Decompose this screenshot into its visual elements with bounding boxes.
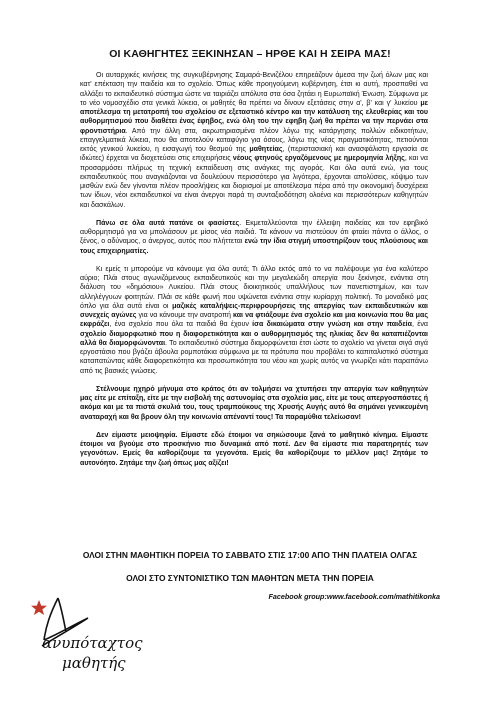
p1-text-g: , και να προσαρμόσει πλήρως τη τεχνική εκπαίδευση στις ανάγκες της αγοράς. Και όλα αυτά ενώ, για τους εκπαιδευτικούς που αναγκάζονται να δουλεύουν περισσότερο για λιγότερα, έρχονται απολύσεις, κόψιμο των μισθών ενώ δεν γίνονται πλέον προσλήψεις και διορισμοί με αποτέλεσμα πέρα από την οικονομική δυσχέρεια των ίδιων, νέοι εκπαιδευτικοί να είναι άνεργοι παρά τη συνταξιοδότηση ολοένα και περισσότερων καθηγητών και δασκάλων.: [80, 155, 428, 209]
facebook-group-link[interactable]: Facebook group:www.facebook.com/mathitikonka: [268, 592, 440, 601]
coordination-announcement: ΟΛΟΙ ΣΤΟ ΣΥΝΤΟΝΙΣΤΙΚΟ ΤΩΝ ΜΑΘΗΤΩΝ ΜΕΤΑ ΤΗΝ ΠΟΡΕΙΑ: [126, 573, 374, 583]
anypotaxtos-mathitis-logo: [28, 596, 143, 681]
p3-text-c: για να κάνουμε την ανατροπή: [138, 312, 231, 319]
paragraph-5: Δεν είμαστε μειοψηφία. Είμαστε εδώ έτοιμοι να σηκώσουμε ξανά το μαθητικό κίνημα. Είμαστε έτοιμοι να βγούμε στο προσκήνιο πιο δυναμικά από ποτέ. Δεν θα είμαστε πια παρατηρητές των γεγονότων. Εμείς θα καθορίζουμε τα γεγονότα. Εμείς θα καθορίζουμε το μέλλον μας! Ζητάμε το αυτονόητο. Ζητάμε την ζωή όπως μας αξίζει!: [80, 431, 428, 467]
logo-text-1: ανυπόταχτος: [42, 634, 143, 652]
paragraph-1: [80, 71, 428, 210]
p2-bold-a: Πάνω σε όλα αυτά πατάνε οι φασίστες: [96, 219, 240, 227]
p2-bold-c: ενώ την ίδια στιγμή υποστηρίζουν τους πλούσιους και τους επιχειρηματίες.: [80, 238, 428, 255]
p1-text-a: Οι αυταρχικές κινήσεις της συγκυβέρνησης Σαμαρά-Βενιζέλου επηρεάζουν άμεσα την ζωή όλων μας και κατ' επέκταση την παιδεία και το σχολείο. Όπως κάθε προηγούμενη κυβέρνηση, έτσι κι αυτή, προσπαθεί να αλλάξει το εκπαιδευτικό σύστημα ώστε να ταιριάζει απόλυτα στα όσα ζητάει η Ευρωπαϊκή Ένωση. Σύμφωνα με το νέο νομοσχέδιο στα γενικά λύκεια, οι μαθητές θα πρέπει να δίνουν εξετάσεις στην α', β' και γ' λυκείου: [80, 72, 428, 107]
p2-text-b: . Εκμεταλλεύονται την έλλειψη παιδείας και τον εφηβικό αυθορμητισμό για να μπολιάσουν με μίσος νέα παιδιά. Τα κάνουν να πιστεύουν ότι φταίει πάντα ο άλλος, ο ξένος, ο αδύναμος, ο άνεργος, αυτός που πλήττεται: [80, 219, 428, 246]
star-icon: [31, 600, 47, 615]
paragraph-2: [80, 219, 428, 256]
page-title: ΟΙ ΚΑΘΗΓΗΤΕΣ ΞΕΚΙΝΗΣΑΝ – ΗΡΘΕ ΚΑΙ Η ΣΕΙΡΑ ΜΑΣ!: [109, 48, 391, 60]
p3-text-g: , ένα: [411, 321, 428, 329]
p1-text-e: , (περιστασιακή και ανασφάλιστη εργασία σε ιδιώτες) έρχεται να διοχετεύσει στις επιχειρήσεις: [80, 146, 428, 163]
paragraph-4: Στέλνουμε ηχηρό μήνυμα στο κράτος ότι αν τολμήσει να χτυπήσει την απεργία των καθηγητών μας είτε με επίταξη, είτε με την εισβολή της αστυνομίας στα σχολεία μας, είτε με τους απεργοσπάστες ή ακόμα και με τα πιστά σκυλιά του, τους τραμπούκους της Χρυσής Αυγής αυτό θα σημάνει γενικευμένη αναταραχή και θα βρουν όλη την κοινωνία απέναντί τους! Τα παραμύθια τελείωσαν!: [80, 385, 428, 421]
p1-bold-b: με αποτέλεσμα τη μετατροπή του σχολείου σε εξεταστικό κέντρο και την κατάλυση της ελευθερίας και του αυθορμητισμού που διαθέτει ένας έφηβος, ενώ όλη του την εφηβη ζωή θα πρέπει να την περνάει στα φροντιστήρια: [80, 99, 428, 135]
p3-text-a: Κι εμείς τι μπορούμε να κάνουμε για όλα αυτά; Τι άλλο εκτός από το να παλέψουμε για ένα καλύτερο αύριο; Πλάι στους αγωνιζόμενους εκπαιδευτικούς και την μεγαλειώδη απεργία που ξεκίνησε, ενάντια στη διάλυση του «δημόσιου» Λυκείου. Πλάι στους διοικητικούς υπαλλήλους των πανεπιστημίων, και των αλληλέγγυων φοιτητών. Πλάι σε κάθε φωνή που υψώνεται ενάντια στην κυρίαρχη πολιτική. Το μοναδικό μας όπλο για όλα αυτά είναι οι: [80, 265, 428, 310]
logo-graphic: [28, 596, 143, 681]
p1-bold-f: νέους φτηνούς εργαζόμενους με ημερομηνία λήξης: [232, 155, 405, 163]
march-announcement: ΟΛΟΙ ΣΤΗΝ ΜΑΘΗΤΙΚΗ ΠΟΡΕΙΑ ΤΟ ΣΑΒΒΑΤΟ ΣΤΙΣ 17:00 ΑΠΟ ΤΗΝ ΠΛΑΤΕΙΑ ΟΛΓΑΣ: [82, 550, 418, 560]
p3-bold-h: σχολείο διαμορφωτικό που η διαφορετικότητα και ο αυθορμητισμός της ηλικίας δεν θα καταπιέζονται αλλά θα διαμορφώνονται: [80, 330, 428, 347]
article-body: [80, 71, 428, 477]
p3-text-e: , ένα σχολείο που όλα τα παιδιά θα έχουν: [109, 321, 249, 329]
p3-bold-b: μαζικές καταλήψεις-περιφρουρήσεις της απεργίας των εκπαιδευτικών και συνεχείς αγώνες: [80, 302, 428, 319]
p3-text-i: . Το εκπαιδευτικό σύστημα διαμορφώνεται έτσι ώστε το σχολείο να γίνεται σιγά σιγά εργοστάσιο που βγάζει άβουλα ρομποτάκια σύμφωνα με τα πρότυπα που προβάλει το καπιταλιστικό σύστημα καταπατώντας κάθε διαφορετικότητα και προσωπικότητα του νέου και χωρίς αυτός να γνωρίζει κάτι παραπάνω από τις βασικές γνώσεις.: [80, 339, 429, 375]
logo-text-2: μαθητής: [62, 654, 126, 672]
p1-bold-d: μαθητείας: [249, 146, 283, 153]
p1-text-c: . Από την άλλη στα, ακρωτηριασμένα πλέον λόγω της κατάργησης πολλών ειδικοτήτων, επαγγελματικά λύκεια, που θα αποτελούν καταφύγιο για όσους, λόγω της νέας πραγματικότητας, πετιούνται εκτός γενικού λυκείου, η εισαγωγή του θεσμού της: [80, 127, 428, 153]
p3-bold-d: και να φτιάξουμε ένα σχολείο και μια κοινωνία που θα μας εκφράζει: [80, 312, 428, 329]
p3-bold-f: ίσα δικαιώματα στην γνώση και στην παιδεία: [252, 321, 412, 329]
paragraph-3: [80, 265, 428, 376]
